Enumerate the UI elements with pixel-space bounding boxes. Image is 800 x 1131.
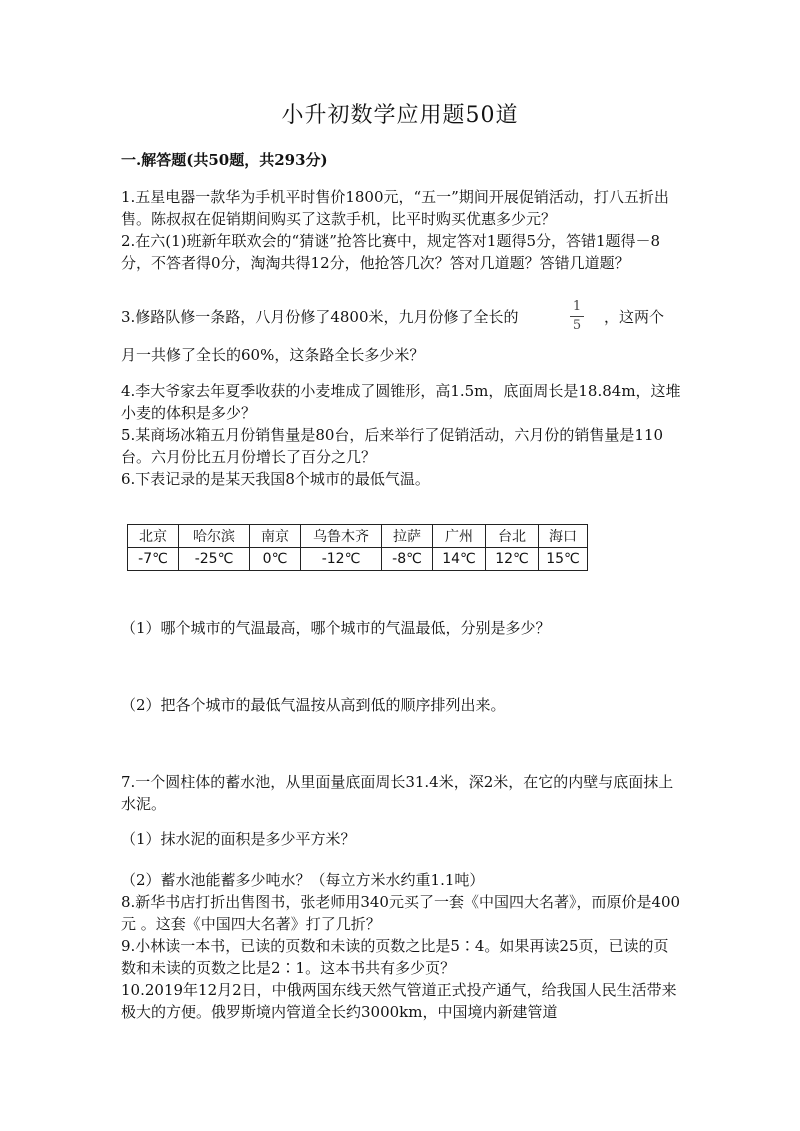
table-row-cities xyxy=(128,525,588,548)
question-7: 7.一个圆柱体的蓄水池，从里面量底面周长31.4米，深2米，在它的内壁与底面抹上水泥。 xyxy=(121,773,674,813)
table-cell-temp: -12℃ xyxy=(301,548,382,571)
question-4: 4.李大爷家去年夏季收获的小麦堆成了圆锥形，高1.5m，底面周长是18.84m，这堆小麦的体积是多少？ xyxy=(121,382,681,422)
temperature-table xyxy=(127,524,588,571)
fraction-numerator: 1 xyxy=(572,299,582,314)
table-cell-temp: 15℃ xyxy=(539,548,588,571)
fraction-denominator: 5 xyxy=(572,318,582,333)
question-1: 1.五星电器一款华为手机平时售价1800元，“五一”期间开展促销活动，打八五折出售。陈叔叔在促销期间购买了这款手机，比平时购买优惠多少元？ xyxy=(121,188,669,228)
question-3-part1: 3.修路队修一条路，八月份修了4800米，九月份修了全长的 xyxy=(121,308,519,326)
table-cell-city: 哈尔滨 xyxy=(179,525,250,548)
page-title: 小升初数学应用题50道 xyxy=(281,103,519,128)
table-cell-temp: -8℃ xyxy=(382,548,433,571)
table-cell-temp: -25℃ xyxy=(179,548,250,571)
table-cell-temp: 12℃ xyxy=(486,548,539,571)
table-cell-city: 台北 xyxy=(486,525,539,548)
section-heading: 一.解答题(共50题，共293分) xyxy=(121,151,328,169)
table-cell-city: 南京 xyxy=(250,525,301,548)
question-2: 2.在六(1)班新年联欢会的“猜谜”抢答比赛中，规定答对1题得5分，答错1题得－8分，不答者得0分，淘淘共得12分，他抢答几次？答对几道题？答错几道题？ xyxy=(121,232,661,272)
table-cell-city: 拉萨 xyxy=(382,525,433,548)
question-6-sub2: （2）把各个城市的最低气温按从高到低的顺序排列出来。 xyxy=(121,696,506,714)
question-10: 10.2019年12月2日，中俄两国东线天然气管道正式投产通气，给我国人民生活带来极大的方便。俄罗斯境内管道全长约3000km，中国境内新建管道 xyxy=(121,981,677,1021)
question-3-line2: 月一共修了全长的60%，这条路全长多少米？ xyxy=(121,346,425,364)
table-row-temps xyxy=(128,548,588,571)
question-9: 9.小林读一本书，已读的页数和未读的页数之比是5∶4。如果再读25页，已读的页数和未读的页数之比是2∶1。这本书共有多少页？ xyxy=(121,937,669,977)
table-cell-temp: 0℃ xyxy=(250,548,301,571)
question-8: 8.新华书店打折出售图书，张老师用340元买了一套《中国四大名著》，而原价是400元 。这套《中国四大名著》打了几折？ xyxy=(121,893,681,933)
question-3-part2: ，这两个 xyxy=(604,308,665,326)
question-7-sub1: （1）抹水泥的面积是多少平方米？ xyxy=(121,830,356,848)
question-7-sub2: （2）蓄水池能蓄多少吨水？（每立方米水约重1.1吨） xyxy=(121,871,485,889)
table-cell-city: 乌鲁木齐 xyxy=(301,525,382,548)
table-cell-temp: -7℃ xyxy=(128,548,179,571)
table-cell-city: 海口 xyxy=(539,525,588,548)
question-6-sub1: （1）哪个城市的气温最高，哪个城市的气温最低，分别是多少？ xyxy=(121,619,551,637)
table-cell-city: 广州 xyxy=(433,525,486,548)
fraction-one-fifth xyxy=(568,299,586,334)
fraction-bar xyxy=(570,316,584,317)
question-6: 6.下表记录的是某天我国8个城市的最低气温。 xyxy=(121,470,430,488)
table-cell-temp: 14℃ xyxy=(433,548,486,571)
question-5: 5.某商场冰箱五月份销售量是80台，后来举行了促销活动，六月份的销售量是110台。六月份比五月份增长了百分之几？ xyxy=(121,426,664,466)
table-cell-city: 北京 xyxy=(128,525,179,548)
